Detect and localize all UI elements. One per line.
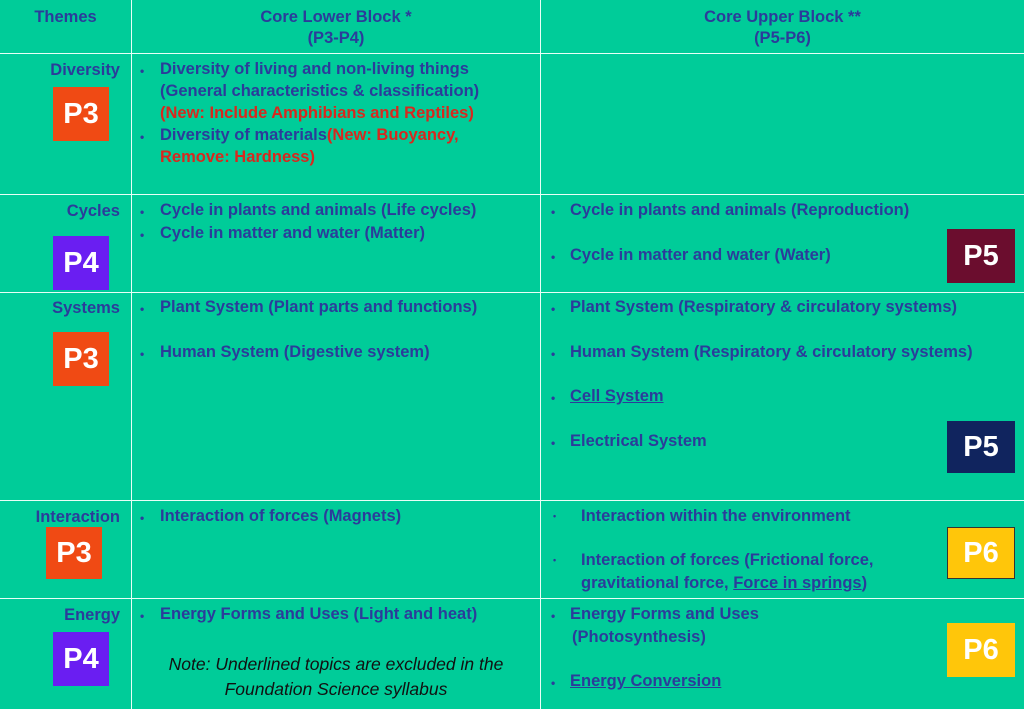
bullet-icon: • xyxy=(140,511,145,525)
systems-upper-4: Electrical System xyxy=(570,432,707,450)
badge-p5-cycles: P5 xyxy=(947,229,1015,283)
interaction-upper-1: Interaction within the environment xyxy=(581,507,851,525)
diversity-living-line2: (General characteristics & classification) xyxy=(160,82,480,100)
energy-upper-2: Energy Conversion xyxy=(570,672,722,690)
badge-p6-energy: P6 xyxy=(947,623,1015,677)
systems-upper-2: Human System (Respiratory & circulatory systems) xyxy=(570,343,973,361)
cycles-lower-1: Cycle in plants and animals (Life cycles) xyxy=(160,201,477,219)
interaction-upper-2-line1: Interaction of forces (Frictional force, xyxy=(581,551,874,569)
bullet-icon: • xyxy=(551,391,556,405)
theme-energy: Energy xyxy=(64,606,120,624)
badge-p4-cycles: P4 xyxy=(53,236,109,290)
energy-upper-1-line2: (Photosynthesis) xyxy=(572,628,706,646)
bullet-icon: • xyxy=(551,205,556,219)
column-divider xyxy=(131,0,132,709)
header-lower-title: Core Lower Block * xyxy=(260,8,412,26)
systems-upper-3: Cell System xyxy=(570,387,664,405)
badge-p4-energy: P4 xyxy=(53,632,109,686)
badge-p3-diversity: P3 xyxy=(53,87,109,141)
systems-upper-1: Plant System (Respiratory & circulatory systems) xyxy=(570,298,957,316)
bullet-icon: • xyxy=(140,228,145,242)
cycles-upper-2: Cycle in matter and water (Water) xyxy=(570,246,831,264)
diversity-living-new: (New: Include Amphibians and Reptiles) xyxy=(160,104,474,122)
row-divider xyxy=(0,194,1024,195)
bullet-icon: • xyxy=(140,64,145,78)
theme-diversity: Diversity xyxy=(50,61,120,79)
interaction-lower-1: Interaction of forces (Magnets) xyxy=(160,507,402,525)
row-divider xyxy=(0,53,1024,54)
row-divider xyxy=(0,598,1024,599)
cycles-upper-1: Cycle in plants and animals (Reproduction) xyxy=(570,201,910,219)
bullet-icon: • xyxy=(553,511,557,521)
bullet-icon: • xyxy=(140,205,145,219)
energy-lower-1: Energy Forms and Uses (Light and heat) xyxy=(160,605,478,623)
diversity-materials-line2: Remove: Hardness) xyxy=(160,148,315,166)
bullet-icon: • xyxy=(551,347,556,361)
bullet-icon: • xyxy=(140,130,145,144)
theme-cycles: Cycles xyxy=(66,202,120,220)
bullet-icon: • xyxy=(551,609,556,623)
row-divider xyxy=(0,500,1024,501)
header-themes: Themes xyxy=(34,8,97,26)
row-divider xyxy=(0,292,1024,293)
energy-upper-1-line1: Energy Forms and Uses xyxy=(570,605,759,623)
bullet-icon: • xyxy=(140,302,145,316)
note-line2: Foundation Science syllabus xyxy=(224,679,448,699)
bullet-icon: • xyxy=(553,555,557,565)
diversity-living-line1: Diversity of living and non-living things xyxy=(160,60,469,78)
systems-lower-2: Human System (Digestive system) xyxy=(160,343,430,361)
bullet-icon: • xyxy=(140,609,145,623)
bullet-icon: • xyxy=(551,436,556,450)
theme-interaction: Interaction xyxy=(35,508,120,526)
bullet-icon: • xyxy=(551,676,556,690)
badge-p3-systems: P3 xyxy=(53,332,109,386)
interaction-upper-2-line2: gravitational force, Force in springs) xyxy=(581,574,868,592)
bullet-icon: • xyxy=(140,347,145,361)
header-lower-sub: (P3-P4) xyxy=(307,29,365,47)
systems-lower-1: Plant System (Plant parts and functions) xyxy=(160,298,478,316)
note-line1: Note: Underlined topics are excluded in the xyxy=(168,654,504,674)
header-upper-title: Core Upper Block ** xyxy=(704,8,861,26)
diversity-materials-line1: Diversity of materials(New: Buoyancy, xyxy=(160,126,459,144)
header-upper-sub: (P5-P6) xyxy=(754,29,811,47)
badge-p3-interaction: P3 xyxy=(46,527,102,579)
column-divider xyxy=(540,0,541,709)
cycles-lower-2: Cycle in matter and water (Matter) xyxy=(160,224,425,242)
bullet-icon: • xyxy=(551,302,556,316)
bullet-icon: • xyxy=(551,250,556,264)
badge-p6-interaction: P6 xyxy=(947,527,1015,579)
badge-p5-systems: P5 xyxy=(947,421,1015,473)
theme-systems: Systems xyxy=(52,299,120,317)
